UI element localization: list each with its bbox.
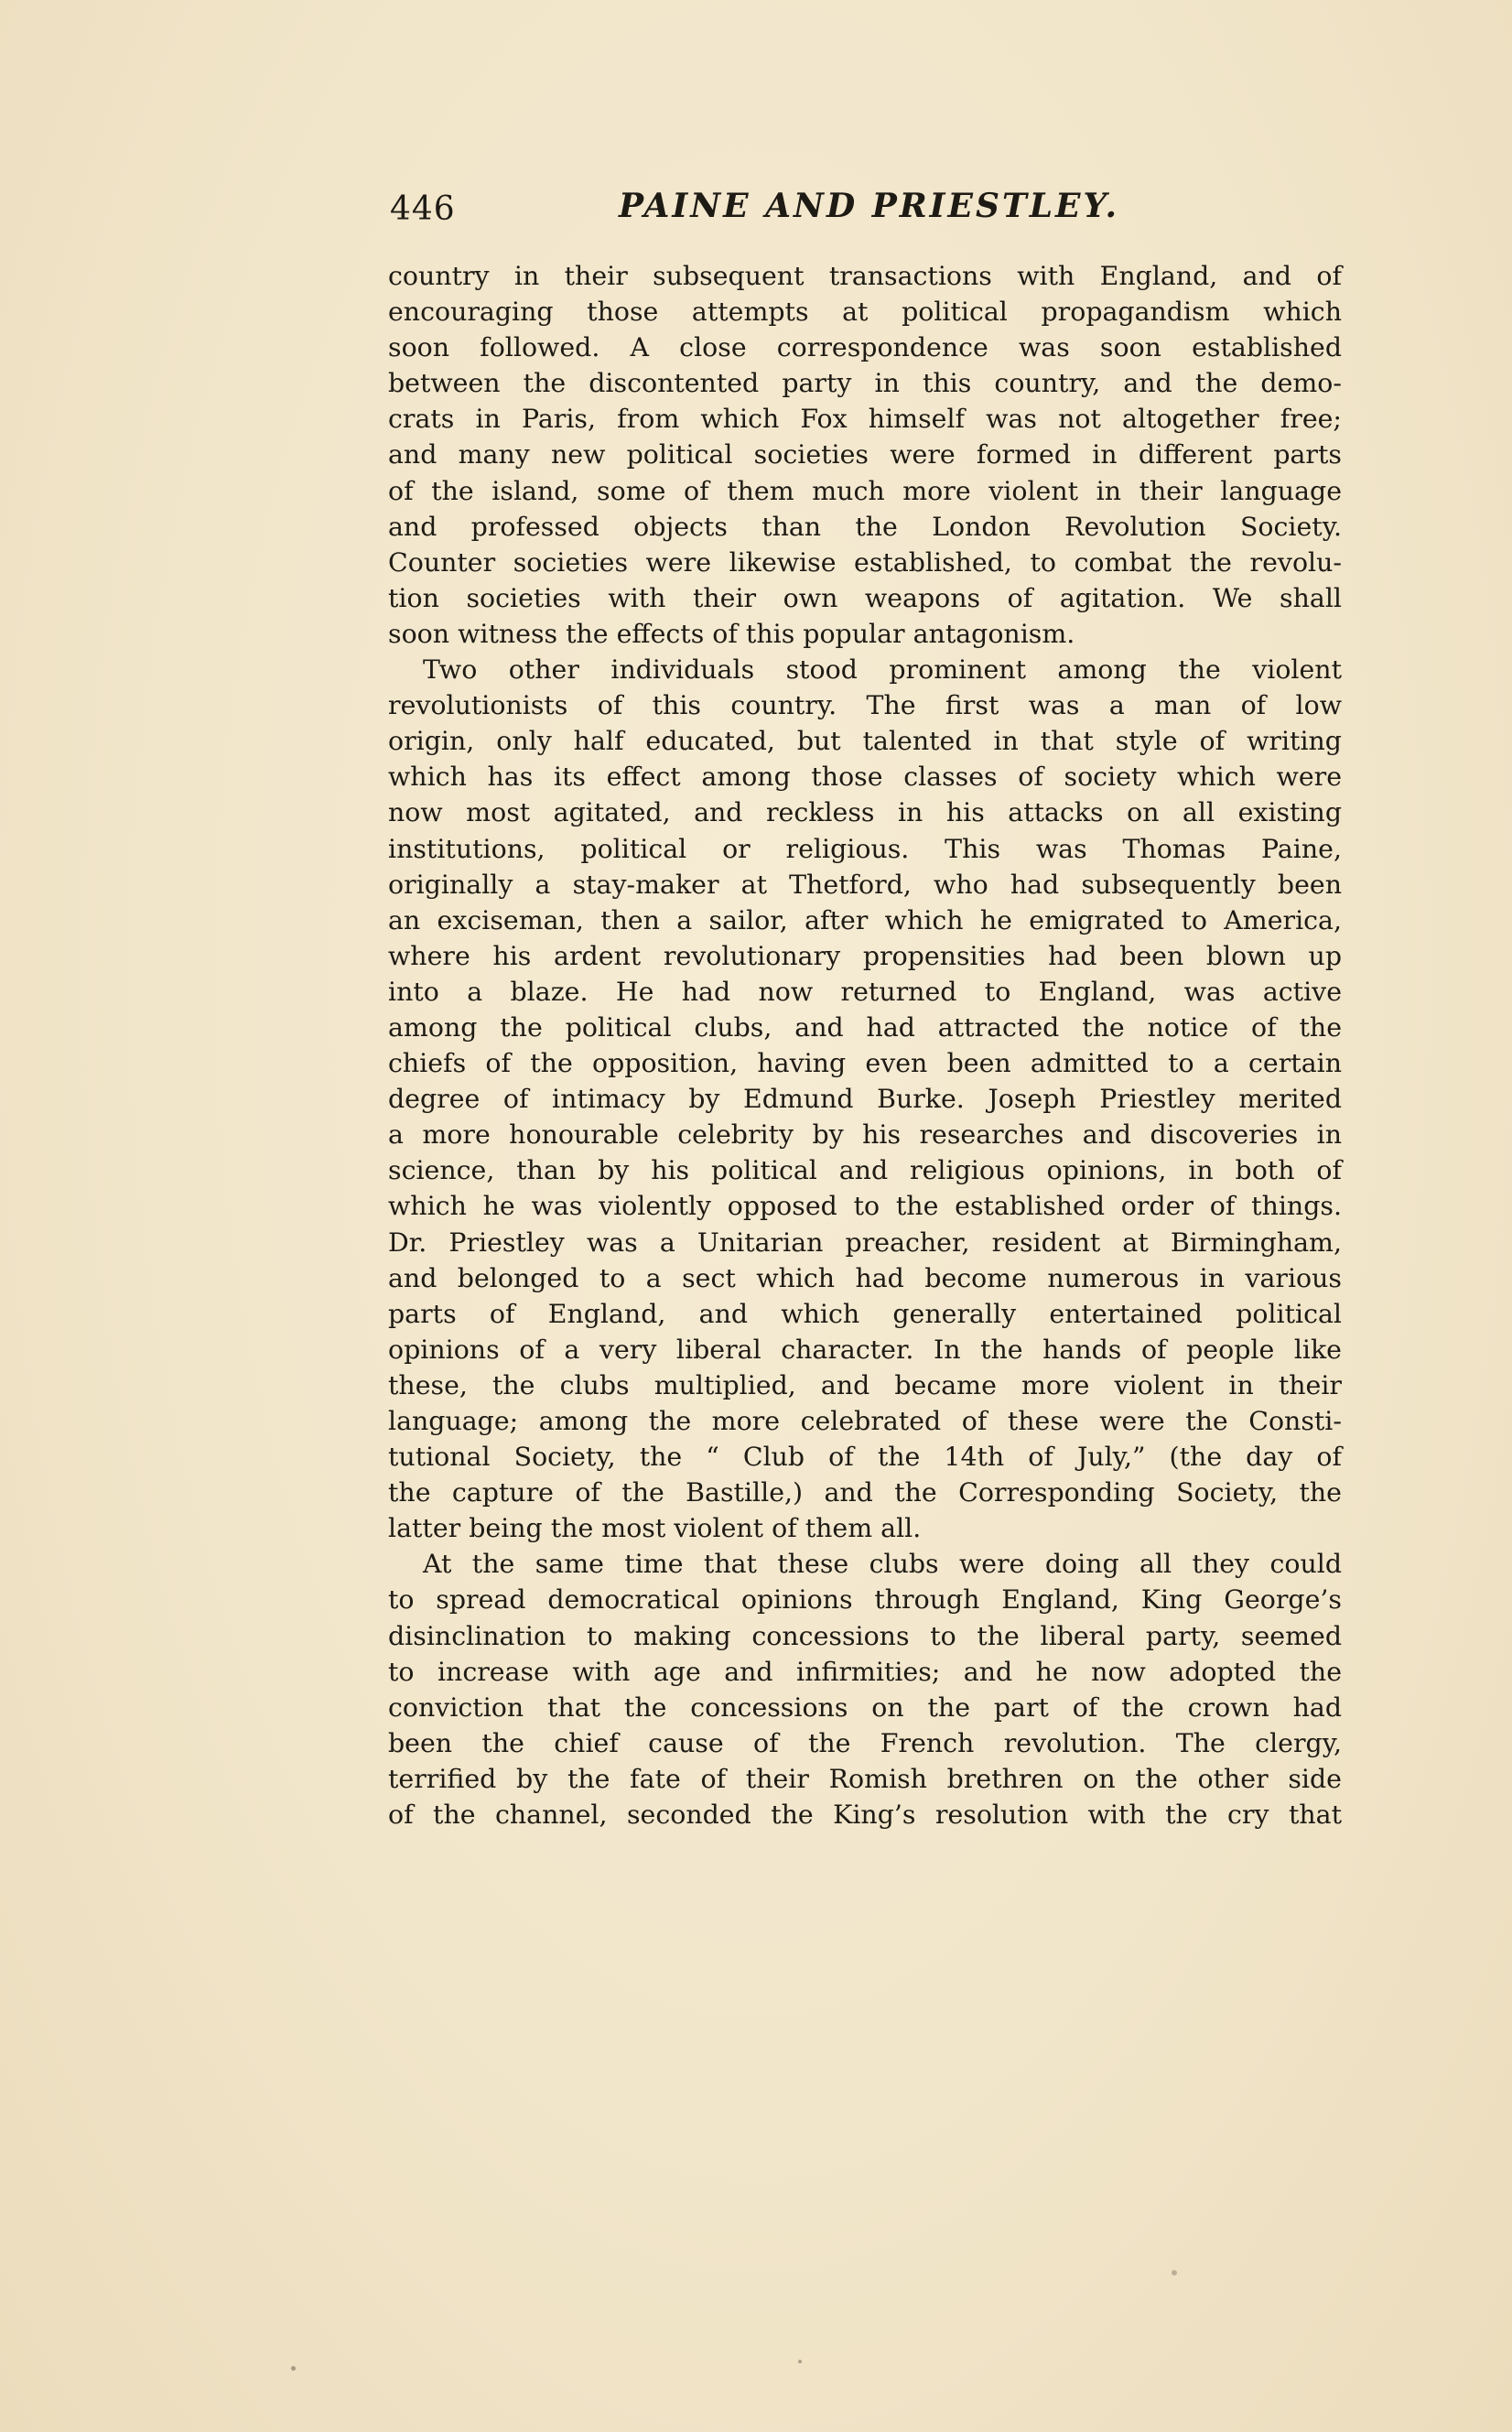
text-line: latter being the most violent of them all.	[388, 1513, 922, 1544]
text-line: crats in Paris, from which Fox himself was not altogether free;	[388, 404, 1342, 435]
text-line: now most agitated, and reckless in his attacks on all existing	[388, 797, 1342, 828]
text-line: terrified by the fate of their Romish brethren on the other side	[388, 1763, 1342, 1794]
text-line: of the channel, seconded the King’s resolution with the cry that	[388, 1800, 1342, 1831]
text-line: revolutionists of this country. The first was a man of low	[388, 690, 1342, 721]
text-line: tion societies with their own weapons of agitation. We shall	[388, 582, 1342, 613]
text-line: encouraging those attempts at political propagandism which	[388, 297, 1342, 328]
text-line: chiefs of the opposition, having even been admitted to a certain	[388, 1048, 1342, 1079]
text-line: into a blaze. He had now returned to England, was active	[388, 976, 1342, 1007]
text-line: institutions, political or religious. This was Thomas Paine,	[388, 833, 1342, 864]
page-number: 446	[390, 190, 456, 228]
text-line: the capture of the Bastille,) and the Corresponding Society, the	[388, 1477, 1342, 1508]
text-line: conviction that the concessions on the part of the crown had	[388, 1692, 1342, 1723]
text-line: degree of intimacy by Edmund Burke. Joseph Priestley merited	[388, 1084, 1342, 1115]
text-line: and professed objects than the London Revolution Society.	[388, 511, 1342, 542]
text-line: between the discontented party in this country, and the demo-	[388, 368, 1342, 399]
text-line: which he was violently opposed to the established order of things.	[388, 1191, 1342, 1222]
text-line: and many new political societies were formed in different parts	[388, 439, 1342, 470]
text-line: where his ardent revolutionary propensities had been blown up	[388, 940, 1342, 971]
paragraph-3	[388, 1546, 1342, 1832]
text-line: been the chief cause of the French revolution. The clergy,	[388, 1727, 1342, 1758]
text-line: science, than by his political and religious opinions, in both of	[388, 1155, 1342, 1186]
text-line: opinions of a very liberal character. In the hands of people like	[388, 1334, 1342, 1365]
running-title: PAINE AND PRIESTLEY.	[619, 187, 1120, 225]
text-line: and belonged to a sect which had become numerous in various	[388, 1262, 1342, 1293]
text-line: among the political clubs, and had attracted the notice of the	[388, 1011, 1342, 1043]
text-line: Counter societies were likewise established, to combat the revolu-	[388, 546, 1342, 578]
paper-speck	[1172, 2270, 1177, 2275]
text-line: country in their subsequent transactions with England, and of	[388, 261, 1342, 291]
text-line: language; among the more celebrated of these were the Consti-	[388, 1406, 1342, 1436]
text-line: these, the clubs multiplied, and became more violent in their	[388, 1369, 1342, 1400]
page-header	[390, 187, 1342, 242]
text-line: Dr. Priestley was a Unitarian preacher, resident at Birmingham,	[388, 1227, 1342, 1258]
text-line: parts of England, and which generally entertained political	[388, 1298, 1342, 1329]
text-line: an exciseman, then a sailor, after which he emigrated to America,	[388, 904, 1342, 935]
body-text	[388, 258, 1342, 1832]
text-line: soon followed. A close correspondence was soon established	[388, 332, 1342, 363]
text-line: a more honourable celebrity by his researches and discoveries in	[388, 1119, 1342, 1151]
text-line: tutional Society, the “ Club of the 14th of July,” (the day of	[388, 1442, 1342, 1473]
text-line: soon witness the effects of this popular antagonism.	[388, 618, 1075, 649]
text-line: origin, only half educated, but talented in that style of writing	[388, 726, 1342, 757]
text-line: which has its effect among those classes of society which were	[388, 762, 1342, 793]
paragraph-1	[388, 258, 1342, 652]
text-line: to increase with age and infirmities; and he now adopted the	[388, 1656, 1342, 1687]
text-line: originally a stay-maker at Thetford, who had subsequently been	[388, 869, 1342, 900]
paper-speck	[291, 2366, 296, 2371]
paragraph-2	[388, 652, 1342, 1546]
paper-speck	[798, 2360, 802, 2363]
text-line: At the same time that these clubs were doing all they could	[423, 1549, 1342, 1580]
text-line: Two other individuals stood prominent among the violent	[423, 654, 1342, 686]
text-line: disinclination to making concessions to the liberal party, seemed	[388, 1620, 1342, 1651]
text-line: of the island, some of them much more violent in their language	[388, 475, 1342, 506]
text-line: to spread democratical opinions through England, King George’s	[388, 1584, 1342, 1616]
